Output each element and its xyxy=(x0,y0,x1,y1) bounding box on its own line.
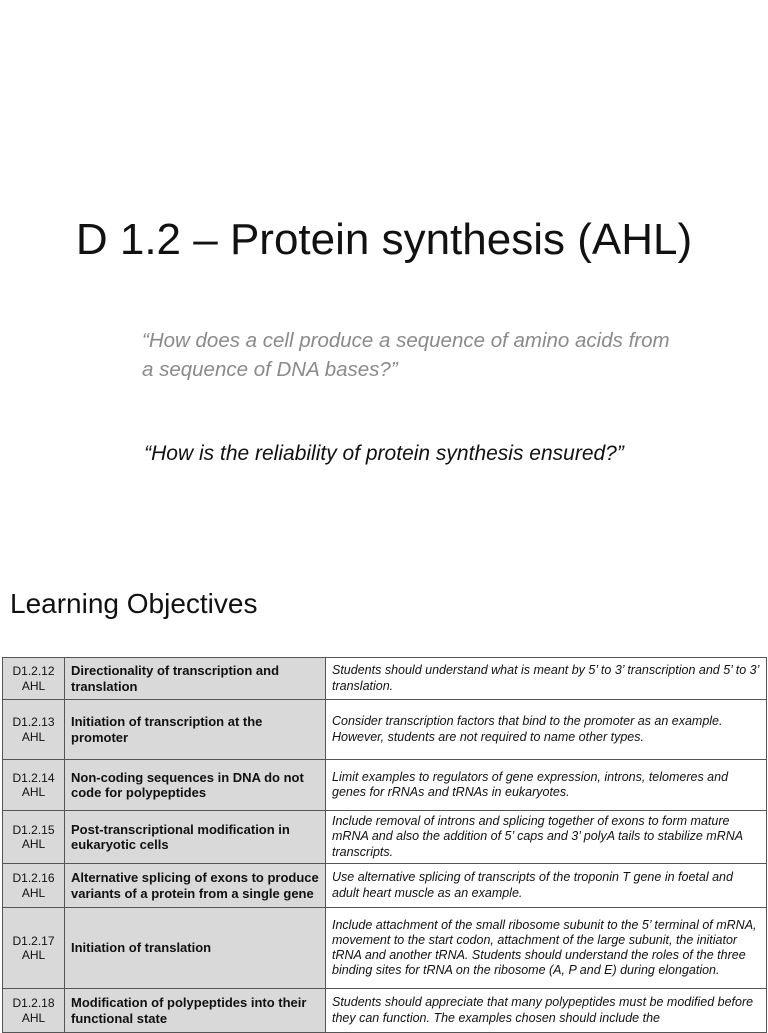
objective-code: D1.2.17 xyxy=(12,933,55,948)
objective-level: AHL xyxy=(21,885,46,900)
section-heading: Learning Objectives xyxy=(10,588,258,619)
objective-title: Non-coding sequences in DNA do not code for polypeptides xyxy=(65,760,326,811)
objective-code: D1.2.15 xyxy=(12,822,55,837)
table-row xyxy=(3,700,767,760)
objective-guidance: Students should understand what is meant by 5’ to 3’ transcription and 5’ to 3’ translation. xyxy=(326,658,767,700)
objective-level: AHL xyxy=(21,729,46,744)
objective-level: AHL xyxy=(21,678,46,693)
guiding-question: “How is the reliability of protein synthesis ensured?” xyxy=(144,442,624,465)
objective-code-cell xyxy=(3,864,65,908)
objective-guidance: Students should appreciate that many polypeptides must be modified before they can function. The examples chosen should include the xyxy=(326,989,767,1033)
slide-title: D 1.2 – Protein synthesis (AHL) xyxy=(75,215,693,264)
table-row xyxy=(3,989,767,1033)
objective-title: Post-transcriptional modification in eukaryotic cells xyxy=(65,811,326,864)
table-row xyxy=(3,908,767,989)
objective-code-cell xyxy=(3,908,65,989)
objective-level: AHL xyxy=(21,785,46,799)
objective-code-cell xyxy=(3,760,65,811)
objective-code: D1.2.14 xyxy=(12,770,55,785)
objective-code: D1.2.18 xyxy=(12,996,55,1010)
objective-code: D1.2.12 xyxy=(12,664,55,678)
objective-code: D1.2.16 xyxy=(12,871,55,885)
objective-code-cell xyxy=(3,989,65,1033)
objective-level: AHL xyxy=(21,1010,46,1025)
objective-code-cell xyxy=(3,700,65,760)
objective-title: Initiation of transcription at the promoter xyxy=(65,700,326,760)
objective-title: Alternative splicing of exons to produce variants of a protein from a single gene xyxy=(65,864,326,908)
objective-guidance: Limit examples to regulators of gene expression, introns, telomeres and genes for rRNAs and tRNAs in eukaryotes. xyxy=(326,760,767,811)
objective-title: Modification of polypeptides into their functional state xyxy=(65,989,326,1033)
objective-code-cell xyxy=(3,658,65,700)
objective-guidance: Include attachment of the small ribosome subunit to the 5’ terminal of mRNA, movement to the start codon, attachment of the large subunit, the initiator tRNA and another tRNA. Students should understand the roles of the three binding sites for tRNA on the ribosome (A, P and E) during elongation. xyxy=(326,908,767,989)
objective-guidance: Include removal of introns and splicing together of exons to form mature mRNA and also the addition of 5’ caps and 3’ polyA tails to stabilize mRNA transcripts. xyxy=(326,811,767,864)
objective-code: D1.2.13 xyxy=(12,715,55,729)
objective-level: AHL xyxy=(21,948,46,962)
objective-guidance: Consider transcription factors that bind to the promoter as an example. However, students are not required to name other types. xyxy=(326,700,767,760)
learning-objectives-table xyxy=(2,657,767,1033)
table-row xyxy=(3,760,767,811)
guiding-question-subtitle: “How does a cell produce a sequence of amino acids from a sequence of DNA bases?” xyxy=(142,329,670,381)
table-row xyxy=(3,658,767,700)
objective-title: Directionality of transcription and translation xyxy=(65,658,326,700)
objective-guidance: Use alternative splicing of transcripts of the troponin T gene in foetal and adult heart muscle as an example. xyxy=(326,864,767,908)
objective-level: AHL xyxy=(21,837,46,851)
table-row xyxy=(3,864,767,908)
objective-title: Initiation of translation xyxy=(65,908,326,989)
table-row xyxy=(3,811,767,864)
objective-code-cell xyxy=(3,811,65,864)
